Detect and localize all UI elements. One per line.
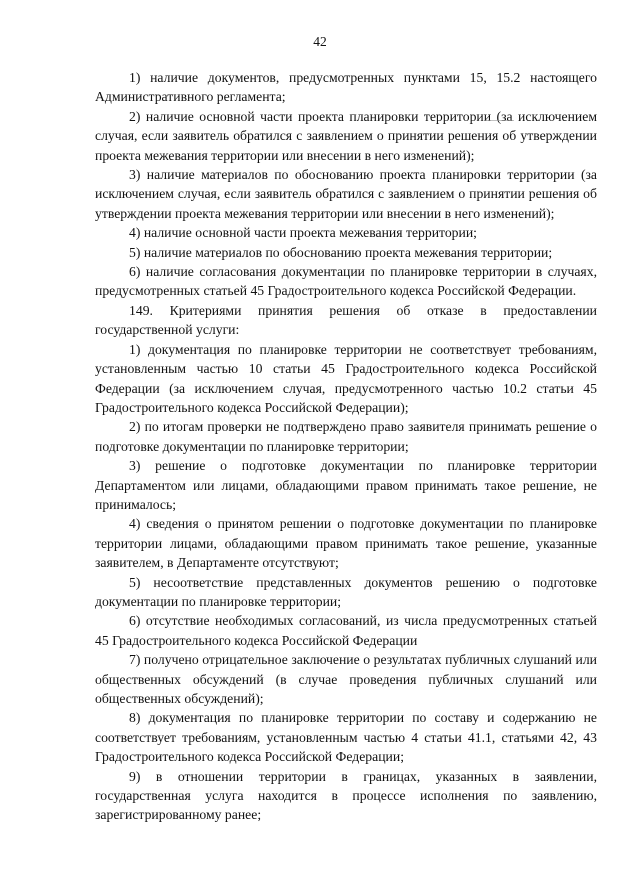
page-number: 42 (313, 34, 327, 49)
paragraph-criterion-2: 2) по итогам проверки не подтверждено право заявителя принимать решение о подготовке документации по планировке территории; (95, 419, 597, 454)
paragraph-item-3: 3) наличие материалов по обоснованию проекта планировки территории (за исключением случая, если заявитель обратился с заявлением о принятии решения об утверждении проекта межевания территории или внесении в него изменений); (95, 167, 597, 221)
paragraph-criterion-7: 7) получено отрицательное заключение о результатах публичных слушаний или общественных обсуждений (в случае проведения публичных слушаний или общественных обсуждений); (95, 652, 597, 706)
paragraph-item-1: 1) наличие документов, предусмотренных пунктами 15, 15.2 настоящего Административного регламента; (95, 70, 597, 105)
document-body (95, 68, 597, 825)
paragraph-criterion-6: 6) отсутствие необходимых согласований, из числа предусмотренных статьей 45 Градостроительного кодекса Российской Федерации (95, 613, 597, 648)
scan-mark-line (484, 120, 514, 121)
paragraph-criterion-5: 5) несоответствие представленных документов решению о подготовке документации по планировке территории; (95, 574, 597, 609)
paragraph-criterion-4: 4) сведения о принятом решении о подготовке документации по планировке территории лицами, обладающими правом принимать такое решение, указанные заявителем, в Департаменте отсутствуют; (95, 516, 597, 571)
paragraph-criterion-9: 9) в отношении территории в границах, указанных в заявлении, государственная услуга находится в процессе исполнения по заявлению, зарегистрированному ранее; (95, 768, 597, 823)
paragraph-item-5: 5) наличие материалов по обоснованию проекта межевания территории; (129, 244, 553, 260)
paragraph-item-6: 6) наличие согласования документации по планировке территории в случаях, предусмотренных статьей 45 Градостроительного кодекса Российской Федерации. (95, 264, 597, 299)
paragraph-section-149: 149. Критериями принятия решения об отказе в предоставлении государственной услуги: (95, 302, 597, 338)
paragraph-criterion-8: 8) документация по планировке территории по составу и содержанию не соответствует требованиям, установленным частью 4 статьи 41.1, статьями 42, 43 Градостроительного кодекса Российской Федерации; (95, 710, 597, 765)
paragraph-criterion-1: 1) документация по планировке территории не соответствует требованиям, установленным частью 10 статьи 45 Градостроительного кодекса Российской Федерации (за исключением случая, предусмотренного частью 10.2 статьи 45 Градостроительного кодекса Российской Федерации); (95, 341, 597, 415)
paragraph-criterion-3: 3) решение о подготовке документации по планировке территории Департаментом или лицами, обладающими правом принимать такое решение, не принималось; (95, 458, 597, 512)
paragraph-item-4: 4) наличие основной части проекта межевания территории; (129, 225, 477, 241)
paragraph-item-2: 2) наличие основной части проекта планировки территории (за исключением случая, если заявитель обратился с заявлением о принятии решения об утверждении проекта межевания территории или внесении в него изменений); (95, 108, 597, 163)
